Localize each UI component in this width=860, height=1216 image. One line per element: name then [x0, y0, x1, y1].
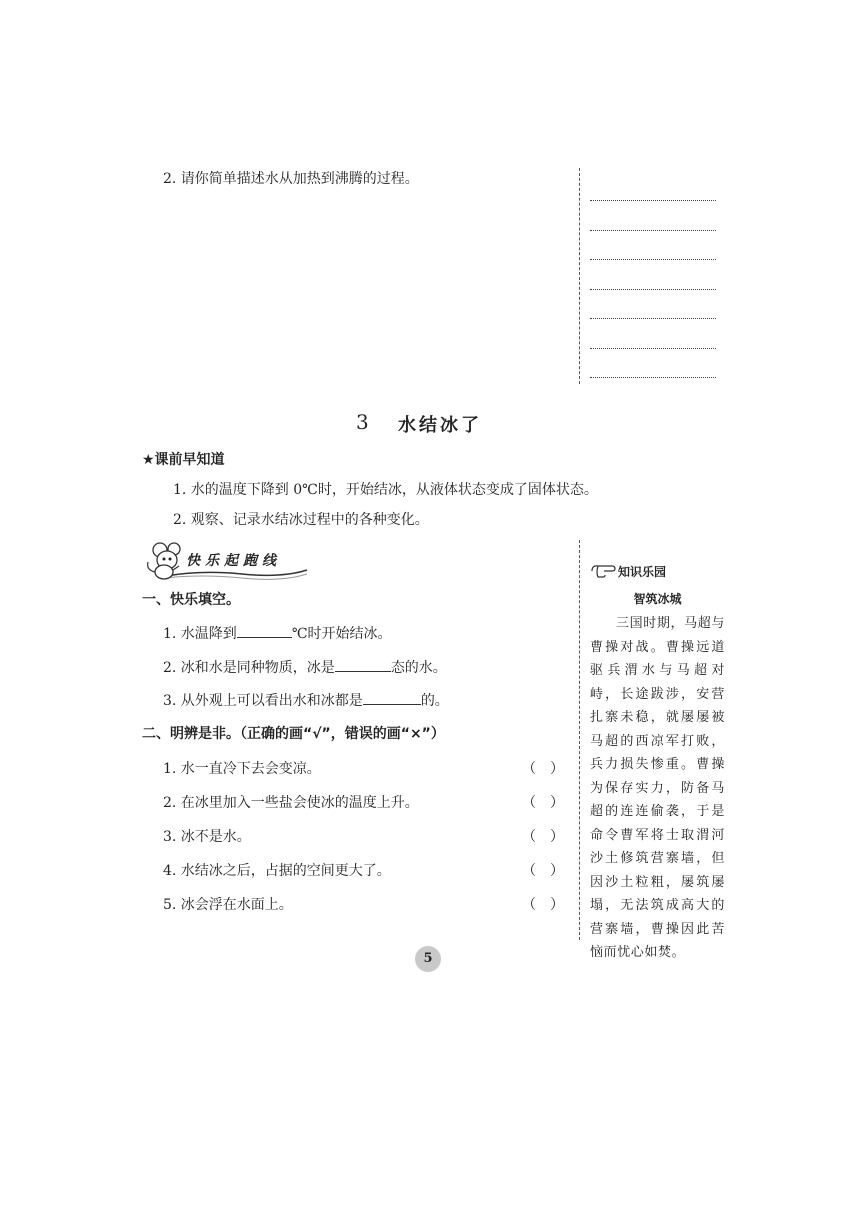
- sidebar: [590, 561, 725, 965]
- preview-item-2: 2. 观察、记录水结冰过程中的各种变化。: [173, 512, 429, 528]
- judge-item-4: 4. 水结冰之后，占据的空间更大了。: [163, 863, 391, 879]
- judge-answer-1[interactable]: （ ）: [522, 761, 564, 777]
- fill-question-3: [163, 690, 449, 710]
- judge-item-2: 2. 在冰里加入一些盐会使冰的温度上升。: [163, 795, 419, 811]
- sidebar-title: 智筑冰城: [633, 592, 682, 606]
- fill-q2-text-b: 态的水。: [390, 660, 447, 676]
- judge-answer-4[interactable]: （ ）: [522, 863, 564, 879]
- judge-item-3: 3. 冰不是水。: [163, 829, 251, 845]
- judge-answer-5[interactable]: （ ）: [522, 897, 564, 913]
- lesson-title: 水结冰了: [398, 415, 482, 436]
- fill-q1-text-a: 1. 水温降到: [163, 626, 237, 642]
- pointing-hand-icon: [590, 563, 616, 579]
- happy-start-banner: [142, 540, 312, 582]
- question-2-top: 2. 请你简单描述水从加热到沸腾的过程。: [163, 171, 419, 187]
- banner-text: 快乐起跑线: [186, 553, 281, 569]
- answer-line: [590, 289, 716, 290]
- fill-q1-text-b: ℃时开始结冰。: [291, 626, 392, 642]
- fill-blank-1[interactable]: [237, 625, 292, 638]
- fill-q3-text-a: 3. 从外观上可以看出水和冰都是: [163, 693, 363, 709]
- fill-q3-text-b: 的。: [420, 693, 449, 709]
- fill-question-1: [163, 623, 391, 643]
- judge-item-1: 1. 水一直冷下去会变凉。: [163, 761, 321, 777]
- sidebar-header: [590, 561, 725, 581]
- answer-line: [590, 318, 716, 319]
- preview-heading: ★课前早知道: [142, 452, 225, 468]
- fill-heading: 一、快乐填空。: [142, 592, 240, 608]
- judge-heading: 二、明辨是非。（正确的画“√”，错误的画“×”）: [142, 726, 445, 742]
- answer-line: [590, 377, 716, 378]
- fill-q2-text-a: 2. 冰和水是同种物质，冰是: [163, 660, 335, 676]
- answer-area-divider: [579, 168, 580, 384]
- answer-line: [590, 348, 716, 349]
- judge-answer-3[interactable]: （ ）: [522, 829, 564, 845]
- answer-line: [590, 200, 716, 201]
- answer-line: [590, 259, 716, 260]
- answer-line: [590, 230, 716, 231]
- lesson-number: 3: [356, 410, 369, 434]
- sidebar-divider: [579, 540, 580, 940]
- preview-item-1: 1. 水的温度下降到 0℃时，开始结冰，从液体状态变成了固体状态。: [173, 482, 598, 498]
- sidebar-body: 三国时期，马超与曹操对战。曹操远道驱兵渭水与马超对峙，长途跋涉，安营扎寨未稳，就屡屡被马超的西凉军打败，兵力损失惨重。曹操为保存实力，防备马超的连连偷袭，于是命令曹军将士取渭河沙土修筑营寨墙，但因沙土粒粗，屡筑屡塌，无法筑成高大的营寨墙，曹操因此苦恼而忧心如焚。: [590, 616, 725, 960]
- fill-blank-3[interactable]: [363, 692, 421, 705]
- fill-question-2: [163, 657, 447, 677]
- page-number: 5: [415, 946, 441, 972]
- judge-item-5: 5. 冰会浮在水面上。: [163, 897, 293, 913]
- judge-answer-2[interactable]: （ ）: [522, 795, 564, 811]
- sidebar-label: 知识乐园: [618, 564, 667, 579]
- fill-blank-2[interactable]: [335, 659, 391, 672]
